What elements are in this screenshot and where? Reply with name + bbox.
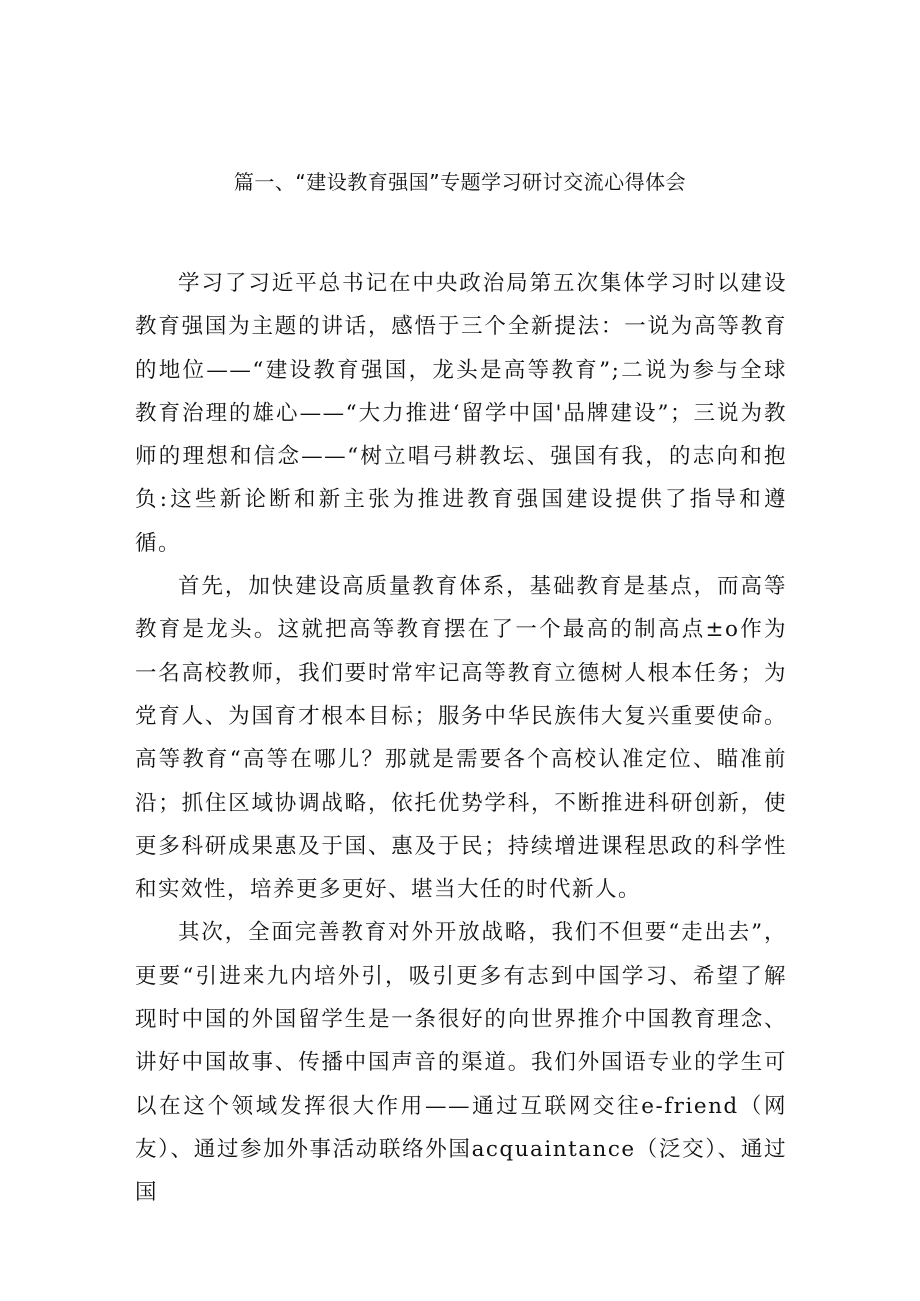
paragraph: 学习了习近平总书记在中央政治局第五次集体学习时以建设教育强国为主题的讲话，感悟于三个全新提法：一说为高等教育的地位——“建设教育强国，龙头是高等教育”;二说为参与全球教育治理的雄心——“大力推进‘留学中国'品牌建设”；三说为教师的理想和信念——“树立唱弓耕教坛、强国有我，的志向和抱负:这些新论断和新主张为推进教育强国建设提供了指导和遵循。	[135, 271, 787, 556]
paragraph: 首先，加快建设高质量教育体系，基础教育是基点，而高等教育是龙头。这就把高等教育摆在了一个最高的制高点±o作为一名高校教师，我们要时常牢记高等教育立德树人根本任务；为党育人、为国育才根本目标；服务中华民族伟大复兴重要使命。高等教育“高等在哪儿？那就是需要各个高校认准定位、瞄准前沿；抓住区域协调战略，依托优势学科，不断推进科研创新，使更多科研成果惠及于国、惠及于民；持续增进课程思政的科学性和实效性，培养更多更好、堪当大任的时代新人。	[135, 574, 787, 903]
document-title: 篇一、“建设教育强国”专题学习研讨交流心得体会	[233, 170, 687, 194]
paragraph: 其次，全面完善教育对外开放战略，我们不但要“走出去”，更要“引进来九内培外引，吸引更多有志到中国学习、希望了解现时中国的外国留学生是一条很好的向世界推介中国教育理念、讲好中国故事、传播中国声音的渠道。我们外国语专业的学生可以在这个领域发挥很大作用——通过互联网交往e-friend（网友）、通过参加外事活动联络外国acquaintance（泛交）、通过国	[135, 920, 787, 1206]
document-body	[135, 262, 787, 1215]
